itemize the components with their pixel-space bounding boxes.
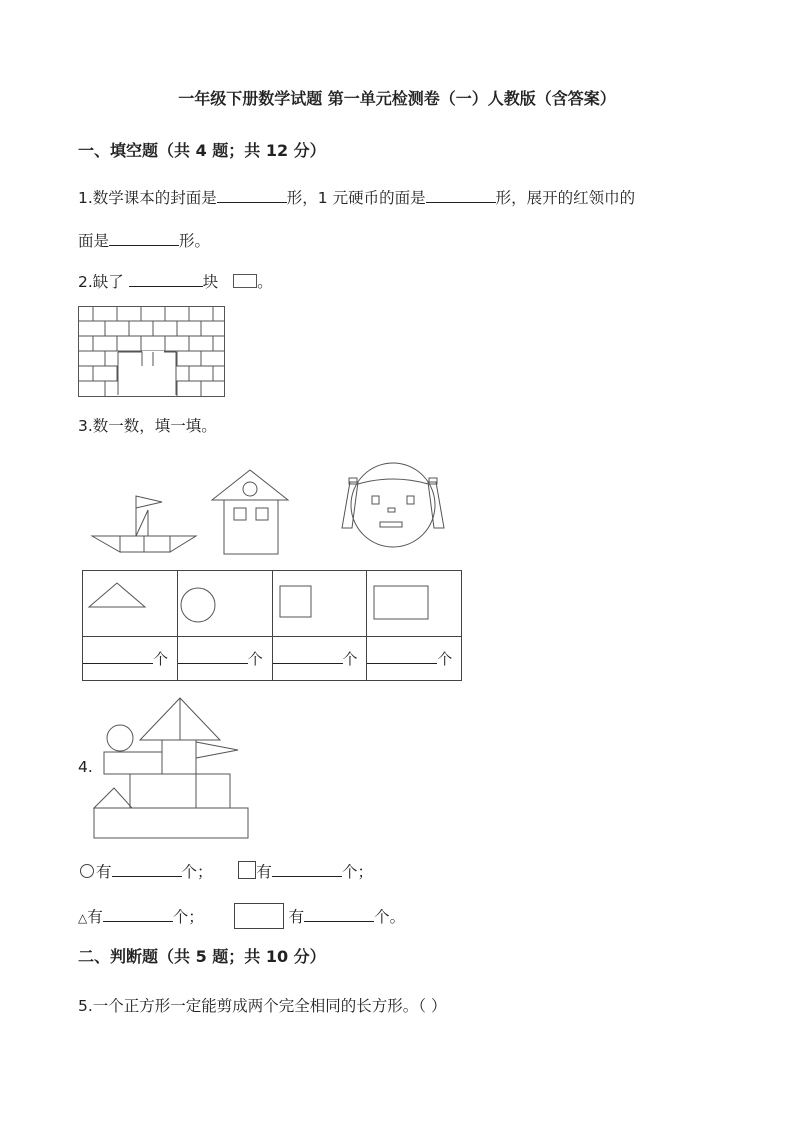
q2-text-end: 。	[257, 273, 273, 291]
q1-blank-2[interactable]	[426, 188, 496, 203]
question-3-text: 3.数一数，填一填。	[78, 417, 217, 435]
q1-text-d: 面是	[78, 232, 110, 250]
q4-blank-triangle[interactable]	[103, 907, 173, 922]
rectangle-icon	[234, 903, 284, 929]
q1-text-a: 1.数学课本的封面是	[78, 189, 217, 207]
q4-blank-rectangle[interactable]	[304, 907, 374, 922]
circle-icon	[178, 585, 218, 625]
robot-shape-figure	[92, 696, 250, 840]
q4-square-has: 有	[256, 863, 272, 881]
unit-label: 个	[247, 650, 263, 668]
rectangle-icon	[373, 585, 429, 621]
q4-rect-has: 有	[288, 908, 305, 926]
brick-wall-figure	[78, 306, 226, 398]
q4-blank-square[interactable]	[272, 862, 342, 877]
separator: ；	[197, 863, 213, 881]
section-heading-judge: 二、判断题（共 5 题；共 10 分）	[78, 947, 326, 966]
q4-circle-has: 有	[96, 863, 112, 881]
separator: ；	[357, 863, 373, 881]
question-2-line	[78, 270, 273, 292]
table-answer-rectangle	[367, 637, 462, 681]
q4-triangle-has: 有	[87, 908, 103, 926]
question-4-line-1	[80, 860, 373, 882]
q2-text-prefix: 2.缺了	[78, 273, 129, 291]
table-cell-triangle	[83, 571, 178, 637]
q1-blank-1[interactable]	[217, 188, 287, 203]
answer-blank-circle[interactable]	[178, 649, 248, 664]
page-title: 一年级下册数学试题 第一单元检测卷（一）人教版（含答案）	[178, 89, 616, 108]
question-5-text: 5.一个正方形一定能剪成两个完全相同的长方形。（ ）	[78, 997, 447, 1015]
q1-blank-3[interactable]	[109, 231, 179, 246]
house-figure	[212, 468, 290, 558]
unit-label: 个	[374, 908, 390, 926]
brick-icon	[233, 274, 257, 288]
unit-label: 个	[172, 908, 189, 926]
table-cell-circle	[177, 571, 272, 637]
question-1-line-1	[78, 186, 635, 208]
table-answer-square	[272, 637, 367, 681]
shape-count-table	[82, 570, 462, 681]
table-answer-circle	[177, 637, 272, 681]
question-4-label: 4.	[78, 758, 93, 776]
unit-label: 个	[341, 863, 358, 881]
face-figure	[338, 462, 448, 548]
q1-text-b: 形，1 元硬币的面是	[286, 189, 426, 207]
unit-label: 个	[181, 863, 198, 881]
section-heading-fill: 一、填空题（共 4 题；共 12 分）	[78, 141, 326, 160]
answer-blank-square[interactable]	[273, 649, 343, 664]
table-cell-rectangle	[367, 571, 462, 637]
q1-text-e: 形。	[179, 232, 211, 250]
table-cell-square	[272, 571, 367, 637]
end-mark: 。	[389, 908, 406, 926]
square-icon	[279, 585, 313, 619]
question-1-line-2	[78, 229, 210, 251]
triangle-icon: △	[78, 911, 88, 925]
answer-blank-rectangle[interactable]	[367, 649, 437, 664]
triangle-icon	[87, 579, 147, 609]
square-icon	[238, 861, 256, 879]
circle-icon	[80, 864, 94, 878]
q1-text-c: 形，展开的红领巾的	[495, 189, 636, 207]
q2-text-suffix: 块	[202, 273, 219, 291]
missing-bricks-gap	[118, 351, 176, 395]
answer-blank-triangle[interactable]	[83, 649, 153, 664]
unit-label: 个	[437, 650, 453, 668]
table-answer-triangle	[83, 637, 178, 681]
separator: ；	[188, 908, 204, 926]
question-4-line-2	[78, 903, 405, 929]
q4-blank-circle[interactable]	[112, 862, 182, 877]
unit-label: 个	[153, 650, 169, 668]
boat-figure	[92, 494, 198, 554]
unit-label: 个	[342, 650, 358, 668]
q2-blank[interactable]	[129, 272, 203, 287]
